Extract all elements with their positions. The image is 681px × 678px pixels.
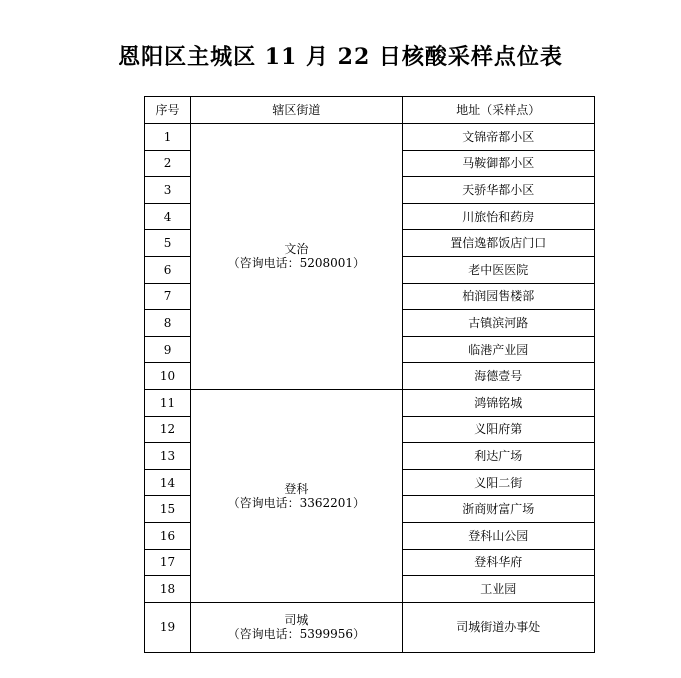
row-number: 17 (145, 549, 191, 576)
row-number: 7 (145, 283, 191, 310)
row-number: 11 (145, 389, 191, 416)
row-number: 15 (145, 496, 191, 523)
table-header-row (145, 97, 595, 124)
row-number: 19 (145, 602, 191, 652)
table-row (145, 389, 595, 416)
site-address: 义阳二街 (402, 469, 594, 496)
row-number: 18 (145, 576, 191, 603)
sampling-sites-table (144, 96, 595, 653)
header-street: 辖区街道 (191, 97, 402, 124)
row-number: 2 (145, 150, 191, 177)
header-no: 序号 (145, 97, 191, 124)
site-address: 利达广场 (402, 443, 594, 470)
row-number: 5 (145, 230, 191, 257)
site-address: 义阳府第 (402, 416, 594, 443)
site-address: 川旅怡和药房 (402, 203, 594, 230)
street-name: 文治 (284, 242, 309, 257)
row-number: 4 (145, 203, 191, 230)
site-address: 海德壹号 (402, 363, 594, 390)
site-address: 登科华府 (402, 549, 594, 576)
site-address: 鸿锦铭城 (402, 389, 594, 416)
row-number: 13 (145, 443, 191, 470)
row-number: 12 (145, 416, 191, 443)
street-cell-dengke (191, 389, 402, 602)
row-number: 9 (145, 336, 191, 363)
site-address: 置信逸都饭店门口 (402, 230, 594, 257)
site-address: 文锦帝都小区 (402, 124, 594, 151)
street-phone: （咨询电话：5208001） (227, 256, 366, 271)
row-number: 10 (145, 363, 191, 390)
row-number: 16 (145, 522, 191, 549)
site-address: 临港产业园 (402, 336, 594, 363)
site-address: 登科山公园 (402, 522, 594, 549)
street-phone: （咨询电话：3362201） (227, 495, 366, 510)
table-row (145, 602, 595, 652)
street-cell-sicheng (191, 602, 402, 652)
street-name: 登科 (284, 481, 309, 496)
row-number: 6 (145, 256, 191, 283)
header-address: 地址（采样点） (402, 97, 594, 124)
row-number: 1 (145, 124, 191, 151)
site-address: 天骄华都小区 (402, 177, 594, 204)
page-title: 恩阳区主城区 11 月 22 日核酸采样点位表 (118, 44, 563, 70)
site-address: 古镇滨河路 (402, 310, 594, 337)
site-address: 柏润园售楼部 (402, 283, 594, 310)
row-number: 3 (145, 177, 191, 204)
row-number: 8 (145, 310, 191, 337)
street-cell-wenzhi (191, 124, 402, 390)
site-address: 老中医医院 (402, 256, 594, 283)
site-address: 马鞍御都小区 (402, 150, 594, 177)
site-address: 司城街道办事处 (402, 602, 594, 652)
site-address: 工业园 (402, 576, 594, 603)
site-address: 浙商财富广场 (402, 496, 594, 523)
street-name: 司城 (284, 613, 309, 628)
street-phone: （咨询电话：5399956） (227, 627, 366, 642)
table-row (145, 124, 595, 151)
row-number: 14 (145, 469, 191, 496)
